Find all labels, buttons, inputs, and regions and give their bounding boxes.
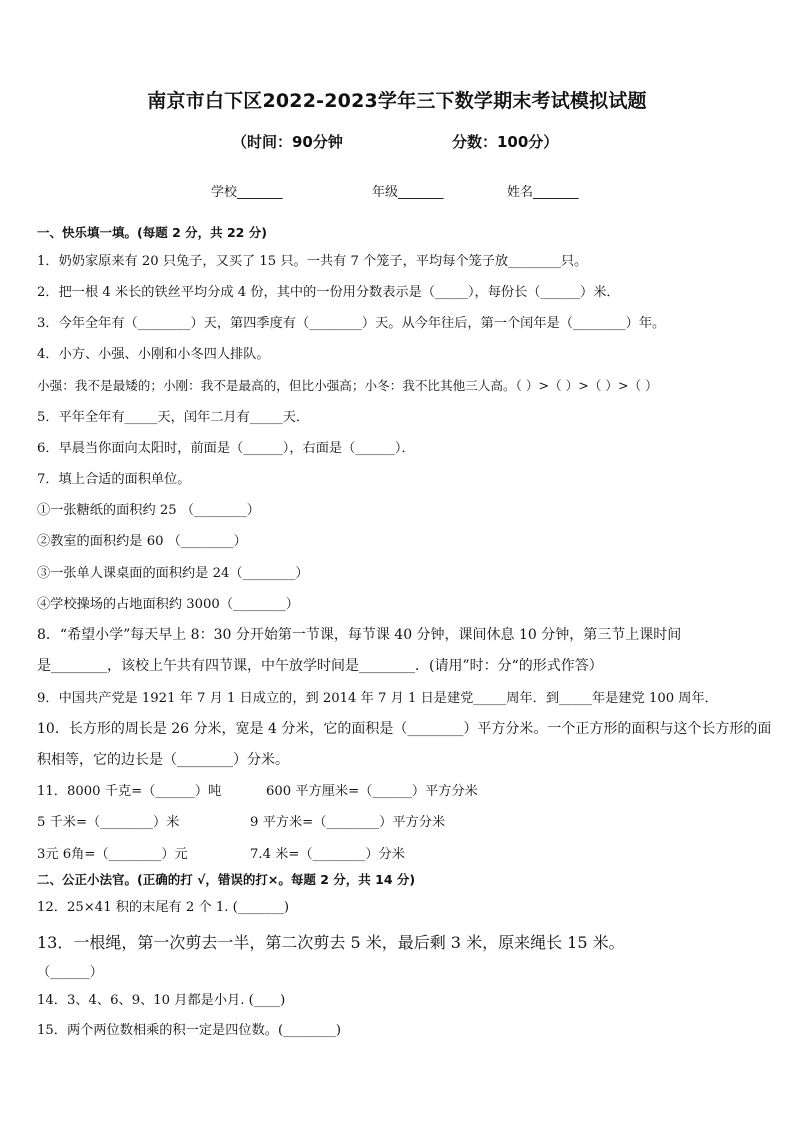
question-7-a: ①一张糖纸的面积约 25 （________） bbox=[37, 503, 260, 518]
question-7-d: ④学校操场的占地面积约 3000（________） bbox=[37, 597, 299, 612]
question-11-c-right: 7.4 米=（________）分米 bbox=[250, 847, 405, 862]
question-11-c-left: 3元 6角=（________）元 bbox=[37, 847, 188, 862]
school-field[interactable]: 学校_______ bbox=[211, 185, 283, 200]
exam-score: 分数：100分） bbox=[452, 133, 559, 151]
question-8-line-1: 8．“希望小学”每天早上 8：30 分开始第一节课，每节课 40 分钟，课间休息 10 分钟，第三节上课时间 bbox=[37, 627, 682, 643]
question-11-a-left: 11．8000 千克=（______）吨 bbox=[37, 784, 222, 799]
question-10-line-2: 积相等，它的边长是（________）分米。 bbox=[37, 752, 289, 768]
question-13-line-2: （______） bbox=[37, 965, 103, 980]
name-field[interactable]: 姓名_______ bbox=[507, 185, 579, 200]
question-5: 5．平年全年有_____天，闰年二月有_____天． bbox=[37, 410, 310, 425]
question-11-a-right: 600 平方厘米=（______）平方分米 bbox=[266, 784, 478, 799]
question-4: 4．小方、小强、小刚和小冬四人排队。 bbox=[37, 347, 270, 362]
exam-time: （时间：90分钟 bbox=[232, 133, 343, 151]
question-11-b-right: 9 平方米=（________）平方分米 bbox=[250, 815, 446, 830]
question-3: 3．今年全年有（________）天，第四季度有（________）天。从今年往后，第一个闰年是（________）年。 bbox=[37, 316, 666, 331]
section-2-heading: 二、公正小法官。(正确的打 √，错误的打×。每题 2 分，共 14 分) bbox=[37, 872, 416, 887]
question-7-b: ②教室的面积约是 60 （________） bbox=[37, 534, 247, 549]
question-14: 14．3、4、6、9、10 月都是小月. (____) bbox=[37, 993, 286, 1008]
question-7-c: ③一张单人课桌面的面积约是 24（________） bbox=[37, 566, 309, 581]
question-12: 12．25×41 积的末尾有 2 个 1. (_______) bbox=[37, 900, 290, 915]
question-15: 15．两个两位数相乘的积一定是四位数。(________) bbox=[37, 1023, 342, 1038]
question-7: 7．填上合适的面积单位。 bbox=[37, 472, 191, 487]
question-2: 2．把一根 4 米长的铁丝平均分成 4 份，其中的一份用分数表示是（_____），每份长（______）米． bbox=[37, 285, 620, 300]
question-11-b-left: 5 千米=（________）米 bbox=[37, 815, 180, 830]
question-6: 6．早晨当你面向太阳时，前面是（______），右面是（______）． bbox=[37, 441, 415, 456]
grade-field[interactable]: 年级_______ bbox=[372, 185, 444, 200]
question-1: 1．奶奶家原来有 20 只兔子，又买了 15 只。一共有 7 个笼子，平均每个笼子放________只。 bbox=[37, 254, 588, 269]
page-title: 南京市白下区2022-2023学年三下数学期末考试模拟试题 bbox=[147, 90, 647, 112]
question-10-line-1: 10．长方形的周长是 26 分米，宽是 4 分米，它的面积是（________）平方分米。一个正方形的面积与这个长方形的面 bbox=[37, 721, 772, 737]
section-1-heading: 一、快乐填一填。(每题 2 分，共 22 分) bbox=[37, 225, 267, 240]
question-4-clues: 小强：我不是最矮的；小刚：我不是最高的，但比小强高；小冬：我不比其他三人高。（ ）>（ ）>（ ）>（ ） bbox=[37, 378, 658, 393]
question-9: 9．中国共产党是 1921 年 7 月 1 日成立的，到 2014 年 7 月 1 日是建党_____周年．到_____年是建党 100 周年． bbox=[37, 691, 718, 706]
question-8-line-2: 是________，该校上午共有四节课，中午放学时间是________．(请用”时：分“的形式作答） bbox=[37, 658, 603, 674]
question-13-line-1: 13．一根绳，第一次剪去一半，第二次剪去 5 米，最后剩 3 米，原来绳长 15 米。 bbox=[37, 933, 625, 952]
